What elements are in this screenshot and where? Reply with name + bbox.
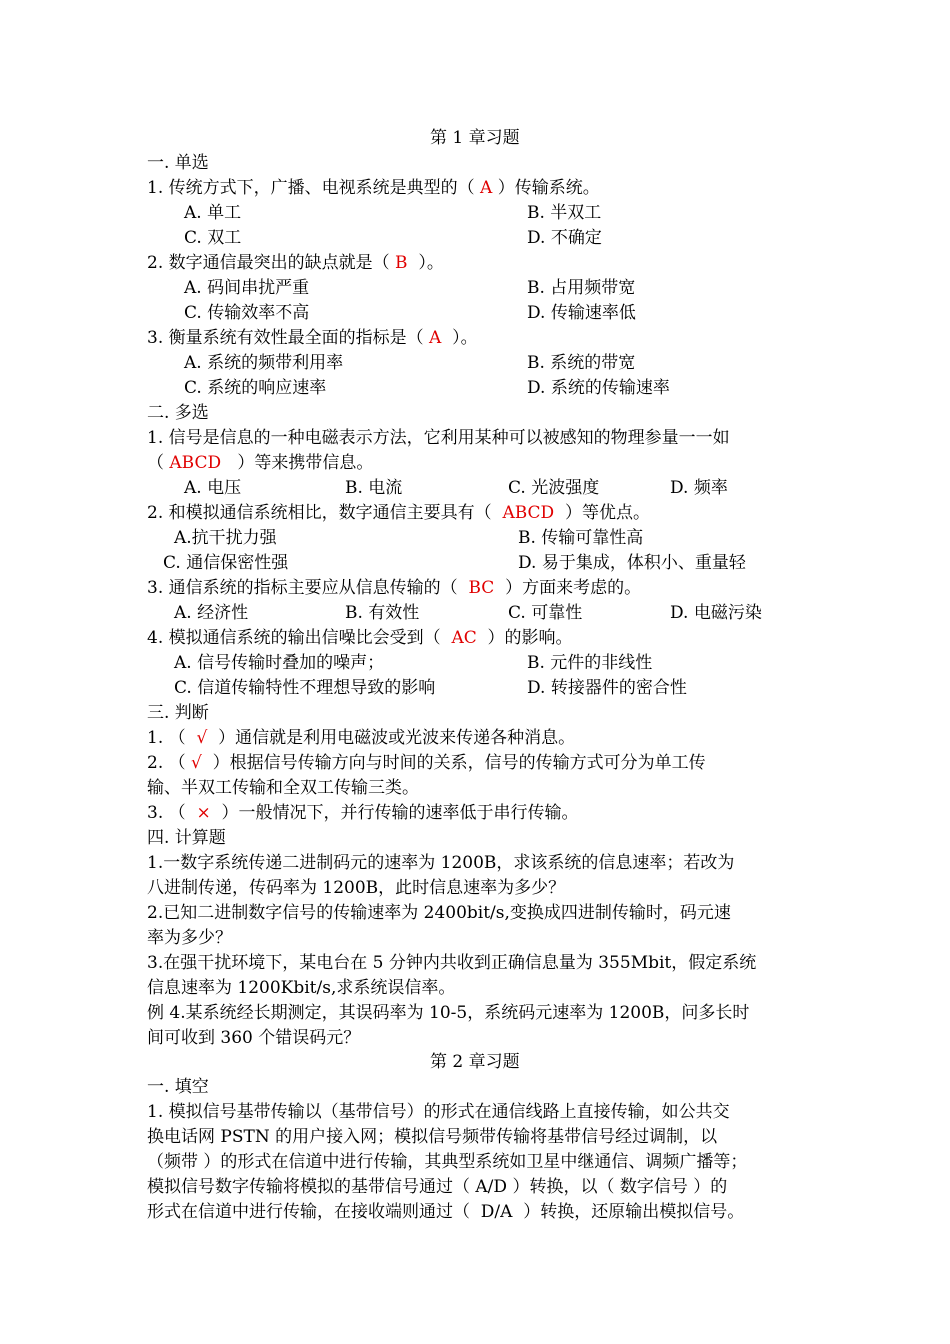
- option-c: C. 传输效率不高: [184, 303, 310, 323]
- calc-1-line1: 1.一数字系统传递二进制码元的速率为 1200B，求该系统的信息速率；若改为: [147, 853, 735, 873]
- option-d: D. 易于集成，体积小、重量轻: [518, 553, 746, 573]
- option-d: D. 系统的传输速率: [527, 378, 670, 398]
- judge-2-line2: 输、半双工传输和全双工传输三类。: [147, 778, 419, 798]
- judge-text: 3. （: [147, 803, 197, 823]
- option-b: B. 系统的带宽: [527, 353, 636, 373]
- question-text-end: ）等来携带信息。: [221, 453, 374, 473]
- calc-4-line1: 例 4.某系统经长期测定，其误码率为 10-5，系统码元速率为 1200B，问多长时: [147, 1003, 750, 1023]
- option-c: C. 信道传输特性不理想导致的影响: [174, 678, 436, 698]
- option-b: B. 元件的非线性: [527, 653, 653, 673]
- option-d: D. 转接器件的密合性: [527, 678, 687, 698]
- calc-1-line2: 八进制传递，传码率为 1200B，此时信息速率为多少？: [147, 878, 566, 898]
- cross-mark-icon: ×: [196, 803, 211, 823]
- fill-1-line3: （频带 ）的形式在信道中进行传输，其典型系统如卫星中继通信、调频广播等；: [147, 1152, 748, 1172]
- chapter-1-title: 第 1 章习题: [430, 128, 520, 148]
- question-text-end: ）方面来考虑的。: [494, 578, 642, 598]
- option-d: D. 不确定: [527, 228, 602, 248]
- calc-3-line2: 信息速率为 1200Kbit/s,求系统误信率。: [147, 978, 456, 998]
- fill-1-line4: 模拟信号数字传输将模拟的基带信号通过（ A/D ）转换，以（ 数字信号 ）的: [147, 1177, 728, 1197]
- option-b: B. 半双工: [527, 203, 602, 223]
- answer: ABCD: [502, 503, 555, 523]
- section-true-false: 三. 判断: [147, 703, 209, 723]
- section-single-choice: 一. 单选: [147, 153, 209, 173]
- section-multiple-choice: 二. 多选: [147, 403, 209, 423]
- question-1-2: [147, 251, 444, 275]
- section-fill-blank: 一. 填空: [147, 1077, 209, 1097]
- question-text-end: ）的影响。: [476, 628, 573, 648]
- check-mark-icon: √: [196, 728, 208, 748]
- option-b: B. 传输可靠性高: [518, 528, 644, 548]
- question-2-1-line1: 1. 信号是信息的一种电磁表示方法，它利用某种可以被感知的物理参量一一如: [147, 428, 730, 448]
- option-b: B. 电流: [345, 478, 403, 498]
- judge-text-end: ）一般情况下，并行传输的速率低于串行传输。: [210, 803, 579, 823]
- answer: B: [395, 253, 408, 273]
- answer: ABCD: [169, 453, 222, 473]
- option-d: D. 传输速率低: [527, 303, 636, 323]
- question-text: 1. 传统方式下，广播、电视系统是典型的（: [147, 178, 481, 198]
- check-mark-icon: √: [191, 753, 202, 773]
- question-text: 2. 和模拟通信系统相比，数字通信主要具有（: [147, 503, 503, 523]
- question-text-end: ）传输系统。: [492, 178, 600, 198]
- question-2-3: [147, 576, 641, 600]
- option-d: D. 电磁污染: [670, 603, 762, 623]
- question-text: 3. 衡量系统有效性最全面的指标是（: [147, 328, 430, 348]
- judge-text: 2. （: [147, 753, 192, 773]
- question-1-1: [147, 176, 600, 200]
- question-text: 2. 数字通信最突出的缺点就是（: [147, 253, 396, 273]
- question-text: 4. 模拟通信系统的输出信噪比会受到（: [147, 628, 452, 648]
- question-text-end: ）等优点。: [554, 503, 650, 523]
- answer: A: [429, 328, 442, 348]
- judge-text: 1. （: [147, 728, 197, 748]
- fill-1-line2: 换电话网 PSTN 的用户接入网；模拟信号频带传输将基带信号经过调制，以: [147, 1127, 718, 1147]
- question-2-1-line2: [147, 451, 373, 475]
- judge-text-end: ）根据信号传输方向与时间的关系，信号的传输方式可分为单工传: [201, 753, 706, 773]
- question-text-end: ）。: [407, 253, 444, 273]
- calc-2-line1: 2.已知二进制数字信号的传输速率为 2400bit/s,变换成四进制传输时，码元速: [147, 903, 731, 923]
- calc-4-line2: 间可收到 360 个错误码元？: [147, 1028, 361, 1048]
- calc-2-line2: 率为多少？: [147, 928, 232, 948]
- fill-1-line1: 1. 模拟信号基带传输以（基带信号）的形式在通信线路上直接传输，如公共交: [147, 1102, 730, 1122]
- question-2-2: [147, 501, 650, 525]
- answer: A: [480, 178, 493, 198]
- option-a: A. 电压: [184, 478, 242, 498]
- option-a: A. 经济性: [174, 603, 249, 623]
- fill-1-line5: 形式在信道中进行传输，在接收端则通过（ D/A ）转换，还原输出模拟信号。: [147, 1202, 745, 1222]
- judge-1: [147, 726, 575, 750]
- option-c: C. 系统的响应速率: [184, 378, 327, 398]
- question-text-end: ）。: [441, 328, 478, 348]
- option-a: A. 系统的频带利用率: [184, 353, 344, 373]
- option-a: A. 信号传输时叠加的噪声；: [174, 653, 385, 673]
- option-d: D. 频率: [670, 478, 728, 498]
- calc-3-line1: 3.在强干扰环境下，某电台在 5 分钟内共收到正确信息量为 355Mbit，假定系统: [147, 953, 757, 973]
- option-a: A. 单工: [184, 203, 242, 223]
- question-text: （: [147, 453, 170, 473]
- question-2-4: [147, 626, 573, 650]
- chapter-2-title: 第 2 章习题: [430, 1052, 520, 1072]
- answer: AC: [451, 628, 477, 648]
- option-b: B. 占用频带宽: [527, 278, 636, 298]
- option-c: C. 通信保密性强: [163, 553, 289, 573]
- question-text: 3. 通信系统的指标主要应从信息传输的（: [147, 578, 469, 598]
- option-c: C. 可靠性: [508, 603, 583, 623]
- judge-2: [147, 751, 706, 775]
- option-c: C. 双工: [184, 228, 242, 248]
- judge-text-end: ）通信就是利用电磁波或光波来传递各种消息。: [207, 728, 576, 748]
- judge-3: [147, 801, 579, 825]
- option-a: A. 码间串扰严重: [184, 278, 310, 298]
- section-calculation: 四. 计算题: [147, 828, 226, 848]
- answer: BC: [468, 578, 495, 598]
- question-1-3: [147, 326, 478, 350]
- option-a: A.抗干扰力强: [174, 528, 277, 548]
- option-b: B. 有效性: [345, 603, 420, 623]
- option-c: C. 光波强度: [508, 478, 600, 498]
